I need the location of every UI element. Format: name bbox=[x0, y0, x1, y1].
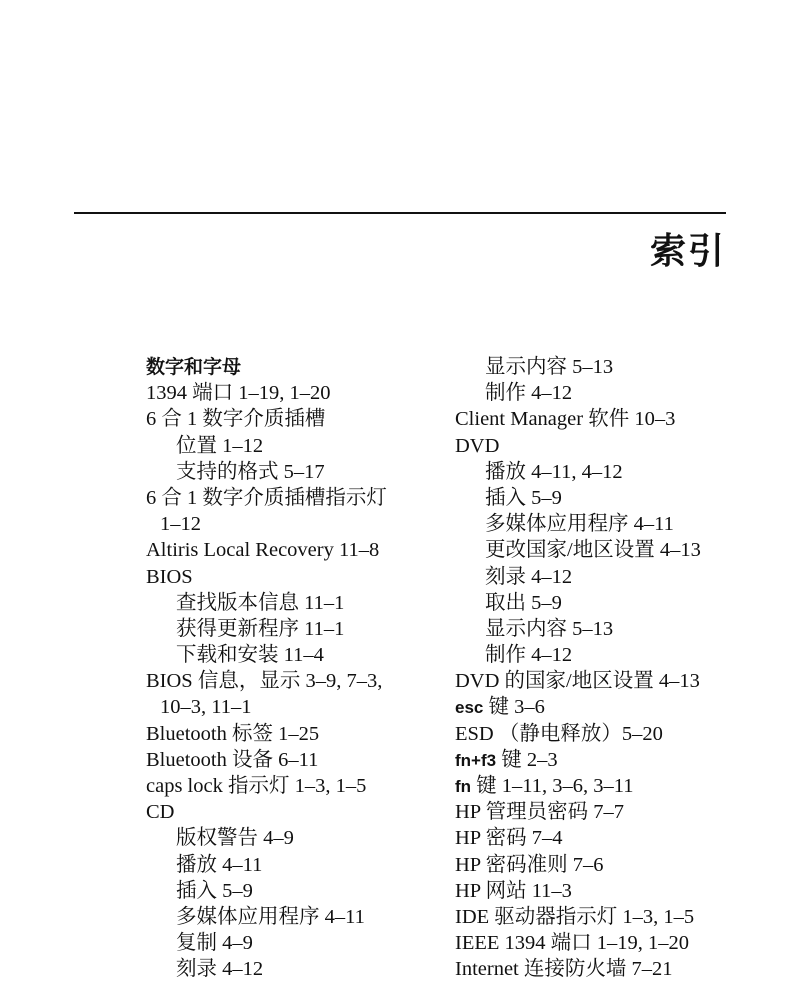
index-entry bbox=[146, 694, 446, 720]
key-name: fn+f3 bbox=[455, 750, 497, 770]
index-entry bbox=[455, 721, 755, 747]
index-entry bbox=[146, 616, 446, 642]
index-entry bbox=[455, 747, 755, 773]
entry-text: caps lock 指示灯 1–3, 1–5 bbox=[146, 775, 367, 797]
index-entry bbox=[455, 694, 755, 720]
index-entry bbox=[455, 354, 755, 380]
entry-text: 更改国家/地区设置 4–13 bbox=[485, 539, 701, 562]
entry-text: 1394 端口 1–19, 1–20 bbox=[146, 382, 331, 405]
index-entry bbox=[146, 825, 446, 851]
entry-text: 显示内容 5–13 bbox=[485, 356, 614, 378]
entry-text: 支持的格式 5–17 bbox=[176, 460, 325, 483]
entry-text: 播放 4–11 bbox=[176, 853, 263, 876]
entry-text: 取出 5–9 bbox=[485, 591, 562, 614]
entry-text: 播放 4–11, 4–12 bbox=[485, 460, 623, 483]
page-title: 索引 bbox=[649, 231, 726, 272]
entry-text: 插入 5–9 bbox=[176, 879, 253, 902]
entry-text: Client Manager 软件 10–3 bbox=[455, 408, 676, 431]
index-entry bbox=[146, 433, 446, 459]
index-entry bbox=[146, 485, 446, 511]
entry-text: DVD 的国家/地区设置 4–13 bbox=[455, 670, 700, 693]
index-entry bbox=[455, 668, 755, 694]
entry-text: HP 网站 11–3 bbox=[455, 879, 572, 902]
entry-text: 键 1–11, 3–6, 3–11 bbox=[471, 775, 634, 797]
entry-text: ESD （静电释放）5–20 bbox=[455, 722, 663, 745]
index-entry bbox=[455, 537, 755, 563]
entry-text: Bluetooth 标签 1–25 bbox=[146, 722, 320, 745]
index-entry bbox=[146, 406, 446, 432]
entry-text: Internet 连接防火墙 7–21 bbox=[455, 958, 673, 981]
entry-text: DVD bbox=[455, 434, 500, 457]
index-entry bbox=[455, 616, 755, 642]
index-entry bbox=[455, 380, 755, 406]
index-entry bbox=[146, 590, 446, 616]
entry-text: 制作 4–12 bbox=[485, 382, 573, 405]
entry-text: 版权警告 4–9 bbox=[176, 827, 294, 850]
index-entry bbox=[146, 642, 446, 668]
entry-text: IEEE 1394 端口 1–19, 1–20 bbox=[455, 932, 690, 955]
index-entry bbox=[146, 511, 446, 537]
index-entry bbox=[146, 459, 446, 485]
entry-text: 查找版本信息 11–1 bbox=[176, 591, 345, 614]
entry-text: HP 密码准则 7–6 bbox=[455, 853, 604, 876]
index-entry bbox=[146, 956, 446, 982]
index-entry bbox=[455, 406, 755, 432]
entry-text: 位置 1–12 bbox=[176, 434, 264, 457]
index-entry bbox=[455, 642, 755, 668]
entry-text: 下载和安装 11–4 bbox=[176, 644, 324, 667]
index-entry bbox=[455, 511, 755, 537]
index-entry bbox=[455, 564, 755, 590]
index-entry bbox=[146, 668, 446, 694]
entry-text: HP 密码 7–4 bbox=[455, 827, 563, 850]
entry-text: CD bbox=[146, 801, 175, 824]
entry-text: 多媒体应用程序 4–11 bbox=[485, 513, 674, 536]
index-entry bbox=[146, 878, 446, 904]
entry-text: 键 3–6 bbox=[483, 696, 545, 719]
entry-text: 复制 4–9 bbox=[176, 932, 253, 955]
index-entry bbox=[146, 904, 446, 930]
index-entry bbox=[146, 799, 446, 825]
index-entry bbox=[146, 747, 446, 773]
entry-text: BIOS 信息，显示 3–9, 7–3, bbox=[146, 670, 383, 693]
section-heading: 数字和字母 bbox=[146, 356, 242, 378]
index-entry bbox=[146, 852, 446, 878]
entry-text: Altiris Local Recovery 11–8 bbox=[146, 539, 380, 562]
entry-text: 键 2–3 bbox=[496, 748, 558, 771]
index-entry bbox=[455, 904, 755, 930]
index-entry bbox=[146, 773, 446, 799]
entry-text: 刻录 4–12 bbox=[176, 958, 264, 981]
entry-text: IDE 驱动器指示灯 1–3, 1–5 bbox=[455, 905, 695, 928]
entry-text: 10–3, 11–1 bbox=[160, 696, 252, 719]
index-column-right bbox=[455, 354, 755, 983]
index-entry bbox=[455, 459, 755, 485]
key-name: esc bbox=[455, 698, 484, 718]
entry-text: 刻录 4–12 bbox=[485, 565, 573, 588]
entry-text: 6 合 1 数字介质插槽 bbox=[146, 408, 326, 431]
index-entry bbox=[455, 590, 755, 616]
entry-text: BIOS bbox=[146, 565, 193, 588]
index-entry bbox=[455, 852, 755, 878]
index-entry bbox=[455, 930, 755, 956]
index-entry bbox=[455, 773, 755, 799]
index-entry bbox=[146, 380, 446, 406]
entry-text: Bluetooth 设备 6–11 bbox=[146, 748, 319, 771]
index-column-left bbox=[146, 354, 446, 983]
index-entry bbox=[455, 956, 755, 982]
header-rule bbox=[74, 212, 726, 214]
index-entry bbox=[146, 537, 446, 563]
index-entry bbox=[146, 721, 446, 747]
entry-text: 插入 5–9 bbox=[485, 486, 562, 509]
entry-text: 制作 4–12 bbox=[485, 644, 573, 667]
entry-text: 显示内容 5–13 bbox=[485, 617, 614, 640]
key-name: fn bbox=[455, 777, 472, 796]
index-entry bbox=[455, 799, 755, 825]
index-entry bbox=[146, 930, 446, 956]
index-entry bbox=[455, 825, 755, 851]
entry-text: 获得更新程序 11–1 bbox=[176, 617, 345, 640]
entry-text: HP 管理员密码 7–7 bbox=[455, 801, 624, 824]
index-entry bbox=[455, 433, 755, 459]
entry-text: 1–12 bbox=[160, 513, 201, 536]
entry-text: 多媒体应用程序 4–11 bbox=[176, 905, 365, 928]
index-entry bbox=[455, 485, 755, 511]
index-entry bbox=[455, 878, 755, 904]
index-entry bbox=[146, 564, 446, 590]
entry-text: 6 合 1 数字介质插槽指示灯 bbox=[146, 486, 387, 509]
